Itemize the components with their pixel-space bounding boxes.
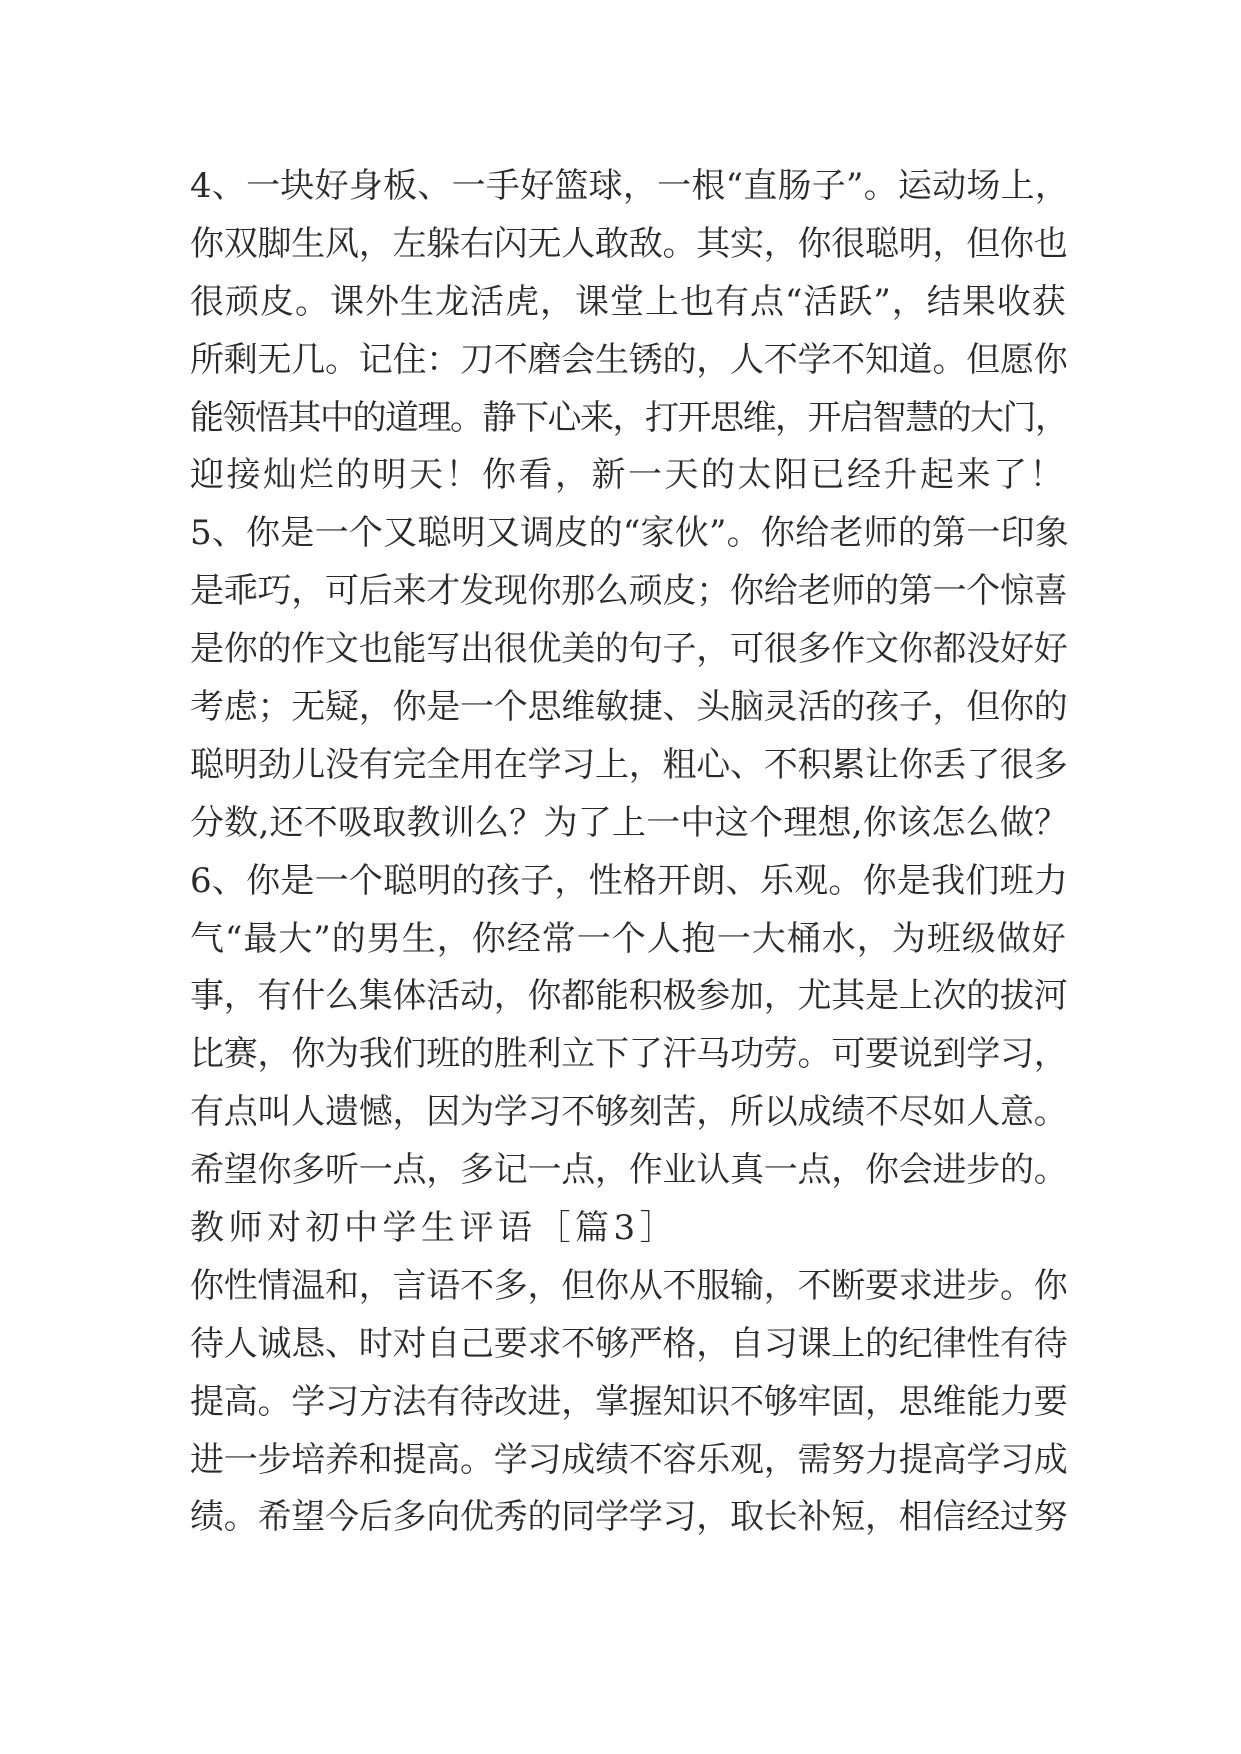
text-line: 你性情温和，言语不多，但你从不服输，不断要求进步。你 — [190, 1265, 1068, 1306]
text-line: 待人诚恳、时对自己要求不够严格，自习课上的纪律性有待 — [190, 1323, 1068, 1364]
text-line: 聪明劲儿没有完全用在学习上，粗心、不积累让你丢了很多 — [190, 744, 1068, 785]
text-line: 能领悟其中的道理。静下心来，打开思维，开启智慧的大门， — [190, 397, 1068, 438]
text-line: 考虑；无疑，你是一个思维敏捷、头脑灵活的孩子，但你的 — [190, 687, 1068, 728]
text-line: 比赛，你为我们班的胜利立下了汗马功劳。可要说到学习， — [190, 1034, 1068, 1075]
text-line: 很顽皮。课外生龙活虎，课堂上也有点“活跃”，结果收获 — [190, 281, 1067, 322]
text-line: 4、一块好身板、一手好篮球，一根“直肠子”。运动场上， — [190, 166, 1070, 206]
text-line: 迎接灿烂的明天！你看，新一天的太阳已经升起来了！ — [190, 455, 1066, 496]
text-line: 是你的作文也能写出很优美的句子，可很多作文你都没好好 — [190, 629, 1068, 670]
text-line: 所剩无几。记住：刀不磨会生锈的，人不学不知道。但愿你 — [190, 339, 1068, 380]
text-line: 气“最大”的男生，你经常一个人抱一大桶水，为班级做好 — [190, 918, 1067, 959]
text-line: 分数,还不吸取教训么？为了上一中这个理想,你该怎么做？ — [190, 802, 1069, 843]
text-line: 你双脚生风，左躲右闪无人敢敌。其实，你很聪明，但你也 — [190, 223, 1068, 264]
text-line: 绩。希望今后多向优秀的同学学习，取长补短，相信经过努 — [190, 1497, 1068, 1538]
text-line: 进一步培养和提高。学习成绩不容乐观，需努力提高学习成 — [190, 1439, 1068, 1480]
document-body — [190, 158, 1070, 1547]
text-line: 希望你多听一点，多记一点，作业认真一点，你会进步的。 — [190, 1150, 1068, 1191]
text-line: 6、你是一个聪明的孩子，性格开朗、乐观。你是我们班力 — [190, 860, 1069, 901]
text-line: 提高。学习方法有待改进，掌握知识不够牢固，思维能力要 — [190, 1381, 1068, 1422]
text-line: 事，有什么集体活动，你都能积极参加，尤其是上次的拔河 — [190, 976, 1068, 1017]
text-line: 5、你是一个又聪明又调皮的“家伙”。你给老师的第一印象 — [190, 513, 1070, 554]
section-heading: 教师对初中学生评语［篇3］ — [190, 1208, 679, 1249]
text-line: 有点叫人遗憾，因为学习不够刻苦，所以成绩不尽如人意。 — [190, 1092, 1068, 1133]
text-line: 是乖巧，可后来才发现你那么顽皮；你给老师的第一个惊喜 — [190, 571, 1068, 612]
